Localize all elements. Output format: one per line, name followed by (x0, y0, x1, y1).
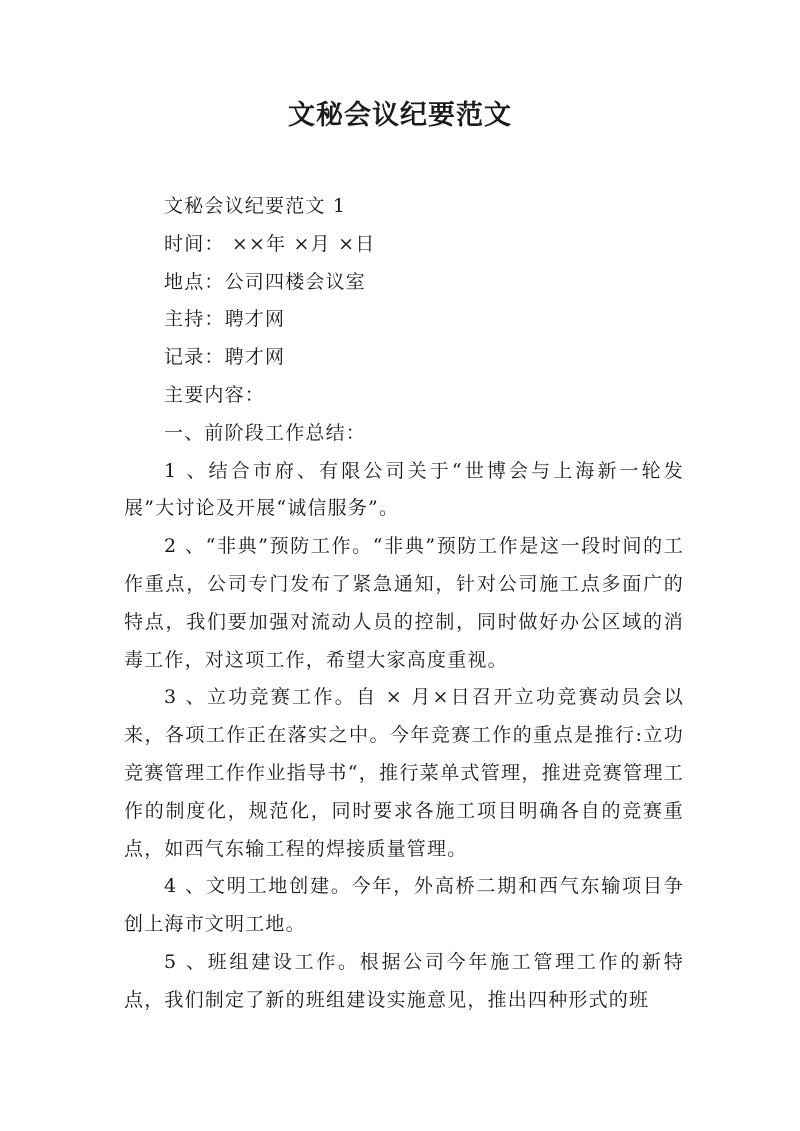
document-title: 文秘会议纪要范文 (288, 100, 512, 131)
paragraph-2: 2 、“非典”预防工作。“非典”预防工作是这一段时间的工作重点，公司专门发布了紧急通知，针对公司施工点多面广的特点，我们要加强对流动人员的控制，同时做好办公区域的消毒工作，对这项工作，希望大家高度重视。 (124, 535, 684, 671)
paragraph-3: 3 、立功竞赛工作。自 × 月×日召开立功竞赛动员会以来，各项工作正在落实之中。今年竞赛工作的重点是推行:立功竞赛管理工作作业指导书“，推行菜单式管理，推进竞赛管理工作的制度化，规范化，同时要求各施工项目明确各自的竞赛重点，如西气东输工程的焊接质量管理。 (124, 686, 684, 860)
paragraph-1: 1 、结合市府、有限公司关于“世博会与上海新一轮发展”大讨论及开展“诚信服务”。 (124, 459, 684, 520)
document-subtitle: 文秘会议纪要范文 1 (164, 195, 347, 217)
meeting-recorder: 记录：聘才网 (164, 346, 286, 369)
main-content-heading: 主要内容： (164, 383, 266, 406)
document-body (124, 188, 684, 1020)
section-heading-1: 一、前阶段工作总结： (164, 421, 367, 444)
paragraph-4: 4 、文明工地创建。今年，外高桥二期和西气东输项目争创上海市文明工地。 (124, 875, 684, 936)
meeting-host: 主持：聘才网 (164, 308, 286, 331)
meeting-place: 地点：公司四楼会议室 (164, 270, 367, 293)
paragraph-5: 5 、班组建设工作。根据公司今年施工管理工作的新特点，我们制定了新的班组建设实施意见，推出四种形式的班 (124, 950, 684, 1011)
meeting-time: 时间： ××年 ×月 ×日 (164, 232, 376, 255)
